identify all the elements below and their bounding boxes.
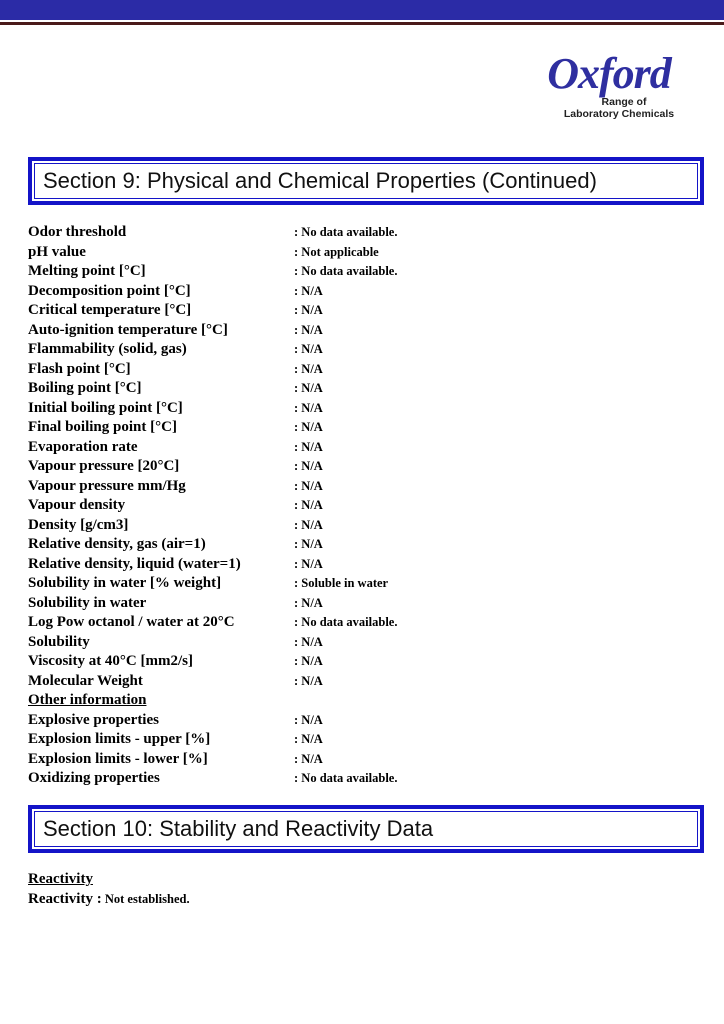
property-row [28,652,688,672]
property-label: Vapour pressure [20°C] [28,458,180,475]
property-label: Viscosity at 40°C [mm2/s] [28,653,193,670]
property-label: Solubility in water [% weight] [28,575,222,592]
property-label: Critical temperature [°C] [28,302,192,319]
property-label: Explosion limits - lower [%] [28,750,208,767]
oxford-logo [520,49,690,122]
other-information-heading: Other information [28,692,147,709]
property-row [28,633,688,653]
property-label: Explosive properties [28,711,159,728]
logo-subtitle-line1: Range of [601,96,647,108]
property-row [28,282,688,302]
property-label: Solubility [28,633,90,650]
property-label: Vapour pressure mm/Hg [28,477,186,494]
property-row [28,418,688,438]
property-row [28,672,688,692]
property-value: : N/A [294,400,323,415]
property-value: : No data available. [294,771,398,786]
property-value: : N/A [294,478,323,493]
properties-list [28,223,688,789]
section-9-title: Section 9: Physical and Chemical Properties (Continued) [43,168,597,193]
property-label: Relative density, gas (air=1) [28,536,206,553]
property-row [28,496,688,516]
reactivity-block [28,869,688,909]
property-label: Melting point [°C] [28,263,146,280]
reactivity-label: Reactivity : [28,891,102,907]
property-label: Solubility in water [28,594,147,611]
property-value: : Soluble in water [294,576,389,591]
property-value: : Not applicable [294,244,379,259]
property-row [28,457,688,477]
property-value: : No data available. [294,615,398,630]
property-value: : N/A [294,420,323,435]
reactivity-line [28,889,688,909]
property-row [28,360,688,380]
property-row [28,477,688,497]
property-value: : N/A [294,732,323,747]
property-label: Log Pow octanol / water at 20°C [28,614,235,631]
property-value: : N/A [294,595,323,610]
property-value: : N/A [294,556,323,571]
property-label: Molecular Weight [28,672,143,689]
property-label: Odor threshold [28,224,127,241]
property-row [28,321,688,341]
property-row [28,438,688,458]
header-rule [0,22,724,25]
logo-wordmark: Oxford [547,49,671,98]
property-label: Explosion limits - upper [%] [28,731,211,748]
property-value: : No data available. [294,264,398,279]
property-value: : N/A [294,751,323,766]
property-value: : N/A [294,459,323,474]
property-row [28,223,688,243]
logo-subtitle-line2: Laboratory Chemicals [563,108,675,120]
property-value: : N/A [294,283,323,298]
property-label: Oxidizing properties [28,770,160,787]
property-row [28,243,688,263]
property-label: Boiling point [°C] [28,380,142,397]
property-row [28,574,688,594]
property-label: Evaporation rate [28,438,138,455]
property-value: : N/A [294,673,323,688]
property-row [28,613,688,633]
property-label: Auto-ignition temperature [°C] [28,321,228,338]
property-value: : N/A [294,537,323,552]
property-row [28,750,688,770]
property-value: : N/A [294,303,323,318]
property-label: Final boiling point [°C] [28,419,177,436]
property-row [28,262,688,282]
property-label: Initial boiling point [°C] [28,399,183,416]
property-row [28,516,688,536]
property-row [28,399,688,419]
property-value: : N/A [294,654,323,669]
property-row [28,691,688,711]
property-value: : N/A [294,517,323,532]
reactivity-heading: Reactivity [28,871,93,887]
property-row [28,555,688,575]
property-row [28,340,688,360]
section-10-header [28,805,704,853]
property-row [28,730,688,750]
property-value: : N/A [294,322,323,337]
property-label: Vapour density [28,497,126,514]
property-row [28,535,688,555]
property-row [28,594,688,614]
property-row [28,301,688,321]
section-10-title: Section 10: Stability and Reactivity Data [43,816,434,841]
property-value: : N/A [294,634,323,649]
property-label: Flash point [°C] [28,360,131,377]
property-label: Decomposition point [°C] [28,282,191,299]
property-row [28,379,688,399]
header-band [0,0,724,20]
property-label: Density [g/cm3] [28,516,129,533]
property-value: : N/A [294,361,323,376]
property-value: : No data available. [294,225,398,240]
property-label: pH value [28,243,86,260]
property-value: : N/A [294,381,323,396]
property-row [28,711,688,731]
property-value: : N/A [294,342,323,357]
property-value: : N/A [294,439,323,454]
property-label: Relative density, liquid (water=1) [28,555,241,572]
property-value: : N/A [294,498,323,513]
reactivity-value: Not established. [101,892,190,906]
property-value: : N/A [294,712,323,727]
section-9-header [28,157,704,205]
property-label: Flammability (solid, gas) [28,341,187,358]
property-row [28,769,688,789]
